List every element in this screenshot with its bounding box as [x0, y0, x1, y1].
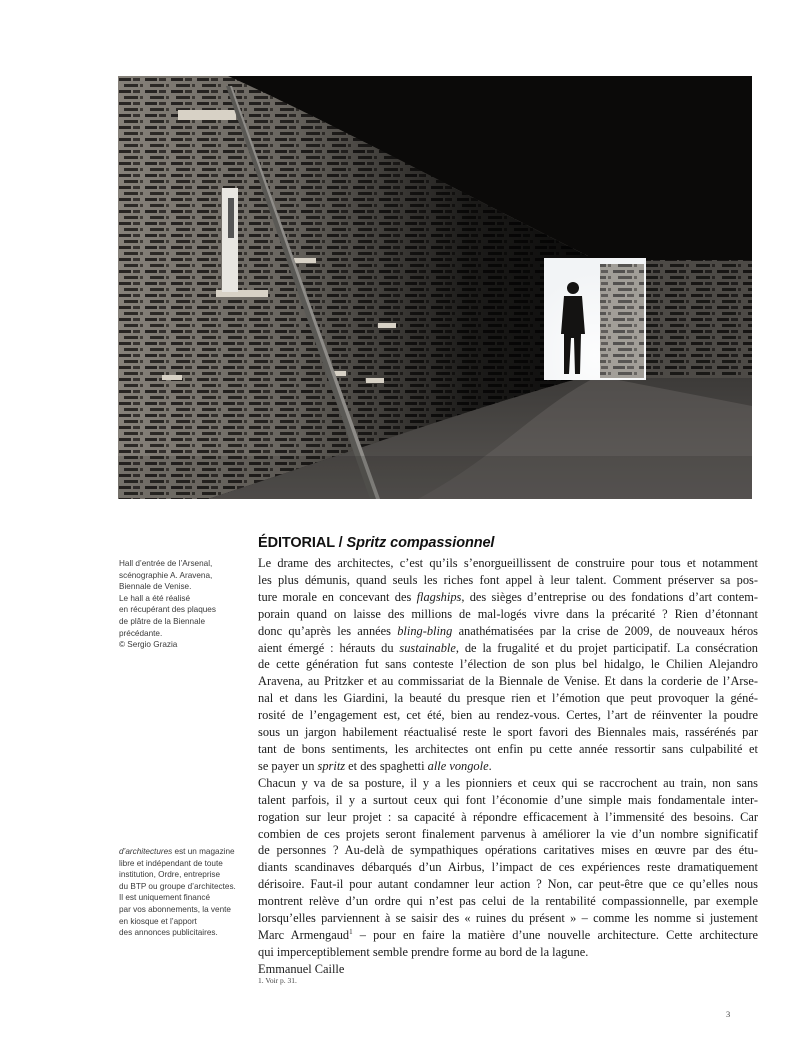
page-number: 3 [726, 1009, 731, 1019]
body-line: tant de bons sentiments, les architectes ont enfin pu cette année ressortir sans culpabilité et [258, 741, 758, 756]
body-line: Aravena, au Pritzker et au commissariat de la Biennale de Venise. Et dans la corderie de l’Arse- [258, 674, 758, 689]
editorial-body [258, 555, 758, 978]
body-line [258, 640, 758, 657]
body-line: de personnes ? Au-delà de sympathiques opérations caritatives mises en œuvre par des étu- [258, 843, 758, 858]
text-run: se payer un [258, 758, 318, 773]
body-line: Le drame des architectes, c’est qu’ils s’enorgueillissent de construire pour tous et notamment [258, 556, 758, 570]
caption-line: © Sergio Grazia [119, 640, 178, 650]
photo-caption [119, 558, 244, 651]
text-run: aient émergé : hérauts du [258, 640, 400, 655]
text-run: – pour en faire la matière d’une nouvelle architecture. Cette architecture [352, 927, 758, 942]
body-line: montrent relève d’un ordre qui n’est pas celui de la rentabilité compassionnelle, par exemple [258, 894, 758, 909]
body-line: combien de ces projets seront finalement parvenus à améliorer la vie d’un nombre significatif [258, 826, 758, 841]
body-line: de cette génération fut sans conteste l’élection de son plus bel hidalgo, le Chilien Alejandro [258, 657, 758, 672]
italic-term: flagships [416, 589, 462, 604]
italic-term: spritz [317, 758, 346, 773]
section-label: ÉDITORIAL / [258, 535, 347, 551]
text-run: , de la frugalité et du projet participatif. La consécration [455, 640, 758, 655]
footnote-marker: 1 [349, 927, 353, 936]
italic-term: bling-bling [397, 623, 453, 638]
body-line: rogation sur leur projet : sa capacité à répondre efficacement à l’immensité des besoins. Car [258, 809, 758, 824]
statement-line: du BTP ou groupe d’architectes. [119, 881, 236, 891]
statement-text: est un magazine [172, 847, 235, 856]
statement-line: institution, Ordre, entreprise [119, 870, 221, 880]
text-run: , des sièges d’entreprise ou des fondations d’art contem- [461, 589, 758, 604]
body-line [258, 927, 758, 944]
text-run: donc qu’après les années [258, 623, 398, 638]
editorial-heading [258, 535, 494, 551]
body-line: talent parfois, il y a surtout ceux qui font l’économie d’une simple mais fondamentale inter- [258, 792, 758, 807]
body-line [258, 589, 758, 606]
caption-line: Le hall a été réalisé [119, 593, 191, 603]
italic-term: sustainable [399, 640, 456, 655]
statement-line: Il est uniquement financé [119, 893, 211, 903]
body-line [258, 758, 758, 775]
footnote: 1. Voir p. 31. [258, 976, 297, 985]
magazine-statement [119, 846, 259, 939]
body-line: sous un jargon habilement réactualisé reste le sport favori des Biennales mais, rassérénés par [258, 725, 758, 740]
caption-line: Biennale de Venise. [119, 582, 192, 592]
text-run: Marc Armengaud [258, 927, 350, 942]
caption-line: de plâtre de la Biennale [119, 616, 206, 626]
caption-line: scénographie A. Aravena, [119, 570, 213, 580]
body-line: les plus démunis, quand seuls les riches font appel à leur talent. Comment préserver sa pos- [258, 572, 758, 587]
italic-term: alle vongole [427, 758, 489, 773]
body-line: Chacun y va de sa posture, il y a les pionniers et ceux qui se raccrochent au train, non sans [258, 775, 758, 790]
text-run: et des spaghetti [345, 758, 428, 773]
statement-line: par vos abonnements, la vente [119, 904, 231, 914]
statement-line: des annonces publicitaires. [119, 928, 218, 938]
statement-line: libre et indépendant de toute [119, 858, 223, 868]
text-run: . [488, 758, 492, 773]
caption-line: en récupérant des plaques [119, 605, 216, 615]
body-line: qui imperceptiblement semble prendre forme au bord de la lagune. [258, 944, 589, 959]
body-line: rosité de l’engagement est, cet été, bien au rendez-vous. Certes, l’art de réinventer la poudre [258, 708, 758, 723]
statement-line: en kiosque et l’apport [119, 916, 197, 926]
editorial-title: Spritz compassionnel [346, 535, 495, 551]
text-run: anathématisées par la crise de 2009, de nouveaux héros [452, 623, 758, 638]
statement-line [119, 846, 259, 858]
editorial-photo [118, 76, 752, 499]
body-line: diants scandinaves débarqués d’un Airbus, l’impact de ces expériences reste dramatiquement [258, 860, 758, 875]
photo-illustration [118, 76, 752, 499]
caption-line: précédante. [119, 628, 163, 638]
caption-line: Hall d’entrée de l’Arsenal, [119, 559, 213, 568]
body-line [258, 623, 758, 640]
body-line: porain quand on laisse des millions de mal-logés vivre dans la précarité ? Rien d’étonnant [258, 606, 758, 621]
magazine-name: d’architectures [119, 847, 173, 856]
body-line: lorsqu’elles parviennent à se saisir des « ruines du présent » – comme les nomme si justement [258, 911, 758, 926]
body-line: nal et dans les Giardini, la beauté du presque rien et l’émotion que peut provoquer la géné- [258, 691, 758, 706]
text-run: ture morale en concevant des [258, 589, 417, 604]
signature: Emmanuel Caille [258, 961, 345, 976]
body-line: dérisoire. Faut-il pour autant condamner leur action ? Non, car peut-être que ce qu’elles nous [258, 877, 758, 892]
